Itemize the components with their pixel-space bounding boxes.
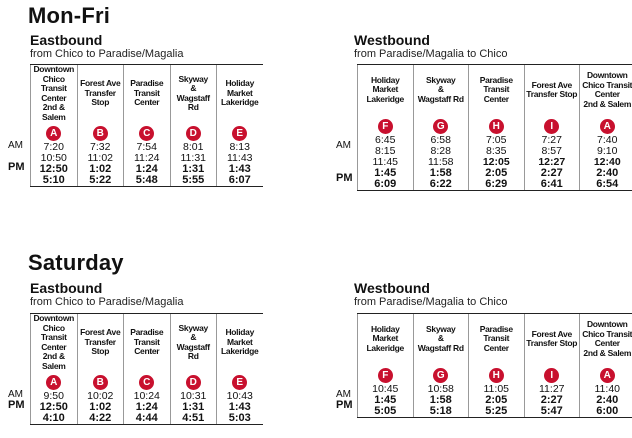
stop-name-line: Downtown (586, 70, 628, 80)
stop-name-line: Center (134, 97, 160, 108)
stop-name-line: Wagstaff Rd (176, 341, 210, 361)
weekday-eastbound-header (30, 33, 183, 60)
section-title-saturday: Saturday (28, 250, 124, 275)
stop-name-line: Center (594, 338, 620, 348)
stop-name-line: Market (226, 336, 253, 347)
departure-time: 1:43 (217, 164, 263, 175)
stop-name-line: Forest Ave (531, 79, 572, 90)
stop-name-line: Skyway (178, 322, 208, 333)
departure-time: 11:31 (170, 153, 217, 164)
stop-name-line: Forest Ave (80, 327, 121, 338)
badge-cell (170, 122, 217, 142)
stop-name-line: Wagstaff Rd (417, 342, 464, 353)
am-label: AM (8, 389, 23, 400)
stop-name-line: Center (483, 93, 509, 104)
stop-name-line: Chico Transit (582, 79, 632, 90)
stop-name-line: Skyway (178, 73, 208, 84)
stop-name-line: Transit (483, 84, 510, 95)
departure-time: 1:31 (170, 164, 217, 175)
departure-time: 10:43 (217, 391, 263, 402)
departure-time: 9:50 (31, 391, 78, 402)
stop-badge: E (232, 375, 247, 390)
pm-label: PM (336, 399, 353, 411)
departure-time: 6:00 (580, 406, 632, 418)
departure-time: 5:55 (170, 175, 217, 187)
stop-name-line: Downtown (33, 64, 75, 74)
stop-name-line: Transfer Stop (84, 87, 116, 108)
am-label: AM (8, 140, 23, 151)
pm-label: PM (8, 161, 25, 173)
departure-time: 2:05 (469, 395, 525, 406)
stop-badge: A (46, 126, 61, 141)
departure-time: 8:28 (413, 146, 469, 157)
departure-time: 11:45 (358, 157, 414, 168)
badge-cell (217, 122, 263, 142)
stop-name-line: & (190, 332, 197, 342)
stop-name-line: Holiday (225, 327, 255, 338)
departure-time: 6:29 (469, 179, 525, 191)
route-label: from Paradise/Magalia to Chico (354, 296, 508, 308)
departure-time: 10:02 (77, 391, 124, 402)
stop-name-line: Transit (483, 333, 510, 344)
stop-name-line: Market (372, 84, 399, 95)
stop-name-line: 2nd & Salem (41, 351, 66, 371)
departure-time: 1:45 (358, 395, 414, 406)
stop-badge: B (93, 375, 108, 390)
departure-time: 11:58 (413, 157, 469, 168)
stop-name (124, 314, 171, 372)
departure-time: 6:22 (413, 179, 469, 191)
stop-name (469, 314, 525, 365)
departure-time: 4:10 (31, 413, 78, 425)
stop-name-line: Lakeridge (221, 97, 259, 108)
departure-time: 4:22 (77, 413, 124, 425)
departure-time: 10:58 (413, 384, 469, 395)
departure-time: 10:24 (124, 391, 171, 402)
stop-name-line: Lakeridge (221, 346, 259, 357)
departure-time: 1:58 (413, 168, 469, 179)
departure-time: 6:41 (524, 179, 580, 191)
stop-name-line: Center (594, 89, 620, 99)
departure-time: 5:03 (217, 413, 263, 425)
departure-time: 1:43 (217, 402, 263, 413)
departure-time: 7:40 (580, 135, 632, 146)
departure-time: 5:48 (124, 175, 171, 187)
stop-name-line: 2nd & Salem (583, 347, 632, 358)
departure-time: 6:07 (217, 175, 263, 187)
departure-time: 12:27 (524, 157, 580, 168)
direction-label: Westbound (354, 32, 430, 48)
departure-time: 12:50 (31, 164, 78, 175)
departure-time: 1:02 (77, 402, 124, 413)
departure-time: 2:27 (524, 395, 580, 406)
stop-name (124, 65, 171, 123)
pm-label: PM (336, 172, 353, 184)
departure-time: 8:57 (524, 146, 580, 157)
stop-badge: E (232, 126, 247, 141)
stop-badge: F (378, 119, 393, 134)
section-title-weekday: Mon-Fri (28, 3, 111, 28)
stop-name-line: & (437, 333, 444, 344)
am-label: AM (336, 389, 351, 400)
am-label: AM (336, 140, 351, 151)
stop-badge: A (600, 119, 615, 134)
stop-name-line: 2nd & Salem (41, 102, 66, 122)
departure-time: 2:27 (524, 168, 580, 179)
stop-badge: H (489, 119, 504, 134)
badge-cell (524, 364, 580, 384)
stop-name (217, 314, 263, 372)
departure-time: 12:05 (469, 157, 525, 168)
stop-badge: G (433, 119, 448, 134)
badge-cell (77, 122, 124, 142)
departure-time: 11:43 (217, 153, 263, 164)
saturday-westbound-header (354, 281, 507, 308)
departure-time: 5:25 (469, 406, 525, 418)
stop-name (170, 314, 217, 372)
route-label: from Chico to Paradise/Magalia (30, 296, 184, 308)
badge-cell (170, 371, 217, 391)
stop-name-line: Center (41, 341, 67, 352)
departure-time: 6:09 (358, 179, 414, 191)
badge-cell (124, 371, 171, 391)
stop-name (170, 65, 217, 123)
departure-time: 1:24 (124, 164, 171, 175)
stop-name-line: Chico Transit (40, 322, 67, 342)
stop-name-line: & (437, 84, 444, 95)
departure-time: 8:01 (170, 142, 217, 153)
stop-name-line: Downtown (586, 319, 628, 329)
departure-time: 11:27 (524, 384, 580, 395)
stop-name-line: Downtown (33, 313, 75, 323)
badge-cell (469, 364, 525, 384)
stop-name (358, 65, 414, 116)
departure-time: 1:45 (358, 168, 414, 179)
stop-name (580, 314, 632, 365)
stop-name-line: Chico Transit (582, 328, 632, 339)
departure-time: 11:05 (469, 384, 525, 395)
departure-time: 8:35 (469, 146, 525, 157)
stop-name-line: Paradise (479, 74, 513, 85)
stop-name-line: Paradise (130, 78, 164, 89)
badge-cell (77, 371, 124, 391)
departure-time: 1:58 (413, 395, 469, 406)
stop-name-line: Holiday (370, 323, 400, 334)
table-row (31, 175, 263, 187)
direction-label: Eastbound (30, 280, 103, 296)
stop-badge: H (489, 368, 504, 383)
departure-time: 2:05 (469, 168, 525, 179)
direction-label: Westbound (354, 280, 430, 296)
table-row (358, 179, 632, 191)
departure-time: 7:54 (124, 142, 171, 153)
departure-time: 6:45 (358, 135, 414, 146)
stop-name-line: Center (134, 346, 160, 357)
stop-name-line: Paradise (130, 327, 164, 338)
departure-time: 9:10 (580, 146, 632, 157)
stop-name-line: Wagstaff Rd (417, 93, 464, 104)
stop-name-line: Transit (133, 87, 160, 98)
departure-time: 2:40 (580, 168, 632, 179)
departure-time: 7:20 (31, 142, 78, 153)
stop-name (358, 314, 414, 365)
departure-time: 6:54 (580, 179, 632, 191)
stop-name-line: Market (372, 333, 399, 344)
departure-time: 6:58 (413, 135, 469, 146)
direction-label: Eastbound (30, 32, 103, 48)
departure-time: 12:50 (31, 402, 78, 413)
departure-time: 7:27 (524, 135, 580, 146)
stop-name-line: Lakeridge (366, 93, 404, 104)
stop-badge: B (93, 126, 108, 141)
badge-cell (31, 371, 78, 391)
weekday-westbound-header (354, 33, 507, 60)
badge-cell (31, 122, 78, 142)
stop-name-line: Transfer Stop (526, 338, 578, 348)
stop-name-line: Transfer Stop (526, 89, 578, 99)
table-row (31, 413, 263, 425)
departure-time: 5:18 (413, 406, 469, 418)
badge-cell (217, 371, 263, 391)
departure-time: 5:22 (77, 175, 124, 187)
departure-time: 10:45 (358, 384, 414, 395)
badge-cell (358, 115, 414, 135)
stop-name-line: Paradise (479, 323, 513, 334)
departure-time: 4:44 (124, 413, 171, 425)
departure-time: 5:47 (524, 406, 580, 418)
departure-time: 8:13 (217, 142, 263, 153)
stop-name (31, 314, 78, 372)
stop-name (524, 314, 580, 365)
stop-name-line: Center (483, 342, 509, 353)
departure-time: 7:32 (77, 142, 124, 153)
stop-name-line: Transit (133, 336, 160, 347)
stop-badge: C (139, 375, 154, 390)
badge-cell (580, 115, 632, 135)
departure-time: 12:40 (580, 157, 632, 168)
badge-cell (580, 364, 632, 384)
departure-time: 10:31 (170, 391, 217, 402)
departure-time: 1:02 (77, 164, 124, 175)
stop-name-line: Forest Ave (531, 328, 572, 339)
departure-time: 5:05 (358, 406, 414, 418)
stop-badge: A (600, 368, 615, 383)
departure-time: 2:40 (580, 395, 632, 406)
stop-name-line: Holiday (225, 78, 255, 89)
stop-name (469, 65, 525, 116)
badge-cell (413, 115, 469, 135)
stop-badge: A (46, 375, 61, 390)
stop-name (77, 314, 124, 372)
departure-time: 1:31 (170, 402, 217, 413)
badge-cell (358, 364, 414, 384)
stop-badge: F (378, 368, 393, 383)
stop-badge: I (544, 368, 559, 383)
stop-name-line: 2nd & Salem (583, 98, 632, 109)
departure-time: 8:15 (358, 146, 414, 157)
stop-name-line: Holiday (370, 74, 400, 85)
stop-name-line: & (190, 83, 197, 93)
stop-name-line: Transfer Stop (84, 336, 116, 357)
table-row (358, 406, 632, 418)
stop-badge: I (544, 119, 559, 134)
stop-name (77, 65, 124, 123)
stop-name (413, 65, 469, 116)
badge-cell (524, 115, 580, 135)
badge-cell (469, 115, 525, 135)
stop-badge: D (186, 375, 201, 390)
stop-name-line: Forest Ave (80, 78, 121, 89)
stop-name (413, 314, 469, 365)
departure-time: 11:40 (580, 384, 632, 395)
departure-time: 1:24 (124, 402, 171, 413)
stop-name-line: Skyway (426, 323, 456, 334)
departure-time: 11:24 (124, 153, 171, 164)
stop-name (524, 65, 580, 116)
departure-time: 11:02 (77, 153, 124, 164)
departure-time: 10:50 (31, 153, 78, 164)
stop-name (580, 65, 632, 116)
departure-time: 5:10 (31, 175, 78, 187)
stop-name-line: Center (41, 92, 67, 103)
stop-name (31, 65, 78, 123)
stop-badge: C (139, 126, 154, 141)
stop-name-line: Wagstaff Rd (176, 92, 210, 112)
stop-name (217, 65, 263, 123)
stop-name-line: Chico Transit (40, 73, 67, 93)
departure-time: 4:51 (170, 413, 217, 425)
stop-name-line: Lakeridge (366, 342, 404, 353)
stop-name-line: Skyway (426, 74, 456, 85)
badge-cell (413, 364, 469, 384)
stop-badge: G (433, 368, 448, 383)
departure-time: 7:05 (469, 135, 525, 146)
stop-badge: D (186, 126, 201, 141)
route-label: from Paradise/Magalia to Chico (354, 48, 508, 60)
saturday-eastbound-header (30, 281, 183, 308)
route-label: from Chico to Paradise/Magalia (30, 48, 184, 60)
pm-label: PM (8, 399, 25, 411)
stop-name-line: Market (226, 87, 253, 98)
badge-cell (124, 122, 171, 142)
